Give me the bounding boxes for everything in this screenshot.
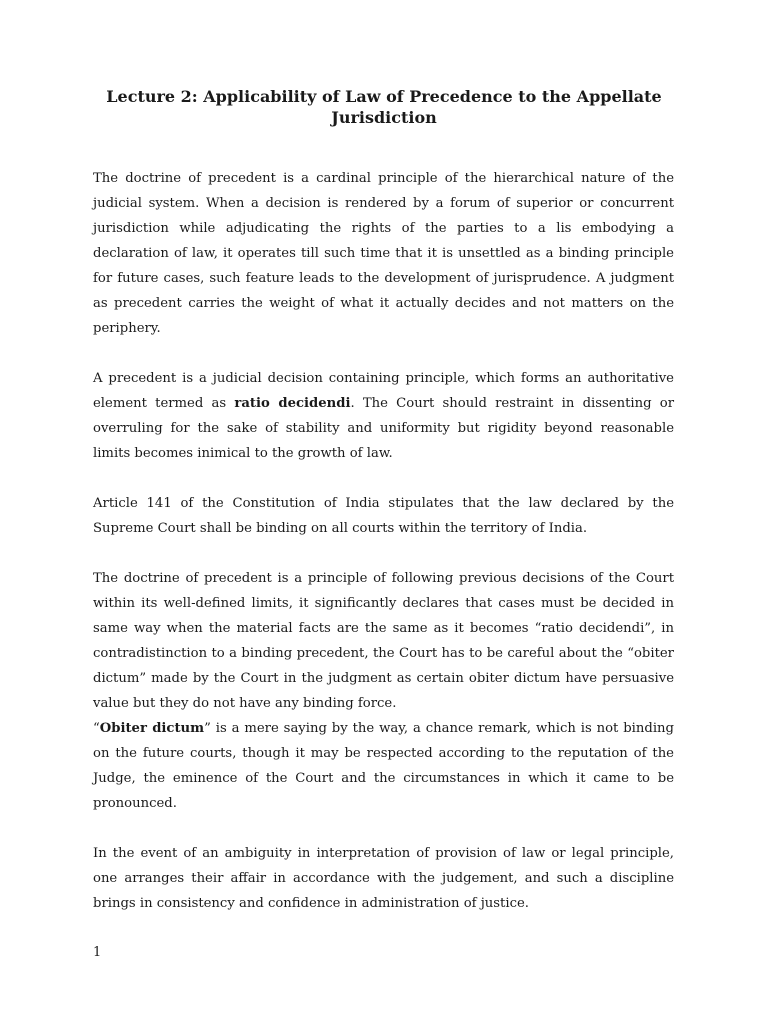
paragraph-ratio-decidendi xyxy=(93,366,674,466)
ratio-decidendi-intro: A precedent is a judicial decision containing principle, which forms an authoritative element termed as xyxy=(93,371,674,411)
obiter-dictum-term: Obiter dictum xyxy=(99,721,205,736)
paragraph-article-141: Article 141 of the Constitution of India stipulates that the law declared by the Supreme Court shall be binding on all courts within the territory of India. xyxy=(93,496,674,536)
paragraph-following-decisions: The doctrine of precedent is a principle of following previous decisions of the Court within its well-defined limits, it significantly declares that cases must be decided in same way when the material facts are the same as it becomes “ratio decidendi”, in contradistinction to a binding precedent, the Court has to be careful about the “obiter dictum” made by the Court in the judgment as certain obiter dictum have persuasive value but they do not have any binding force. xyxy=(93,571,674,711)
obiter-open-quote: “ xyxy=(93,721,100,736)
lecture-title: Lecture 2: Applicability of Law of Precedence to the Appellate Jurisdiction xyxy=(106,87,662,127)
paragraph-ambiguity: In the event of an ambiguity in interpretation of provision of law or legal principle, one arranges their affair in accordance with the judgement, and such a discipline brings in consistency and confidence in administration of justice. xyxy=(93,846,674,911)
obiter-dictum-rest: ” is a mere saying by the way, a chance remark, which is not binding on the future courts, though it may be respected according to the reputation of the Judge, the eminence of the Court and the circumstances in which it came to be pronounced. xyxy=(93,721,674,811)
page-number: 1 xyxy=(93,945,102,960)
document-body xyxy=(93,166,674,916)
paragraph-obiter-dictum xyxy=(93,716,674,816)
paragraph-doctrine-of-precedent: The doctrine of precedent is a cardinal principle of the hierarchical nature of the judicial system. When a decision is rendered by a forum of superior or concurrent jurisdiction while adjudicating the rights of the parties to a lis embodying a declaration of law, it operates till such time that it is unsettled as a binding principle for future cases, such feature leads to the development of jurisprudence. A judgment as precedent carries the weight of what it actually decides and not matters on the periphery. xyxy=(93,171,674,336)
ratio-decidendi-rest: . The Court should restraint in dissenting or overruling for the sake of stability and uniformity but rigidity beyond reasonable limits becomes inimical to the growth of law. xyxy=(93,396,674,461)
ratio-decidendi-term: ratio decidendi xyxy=(234,396,351,411)
